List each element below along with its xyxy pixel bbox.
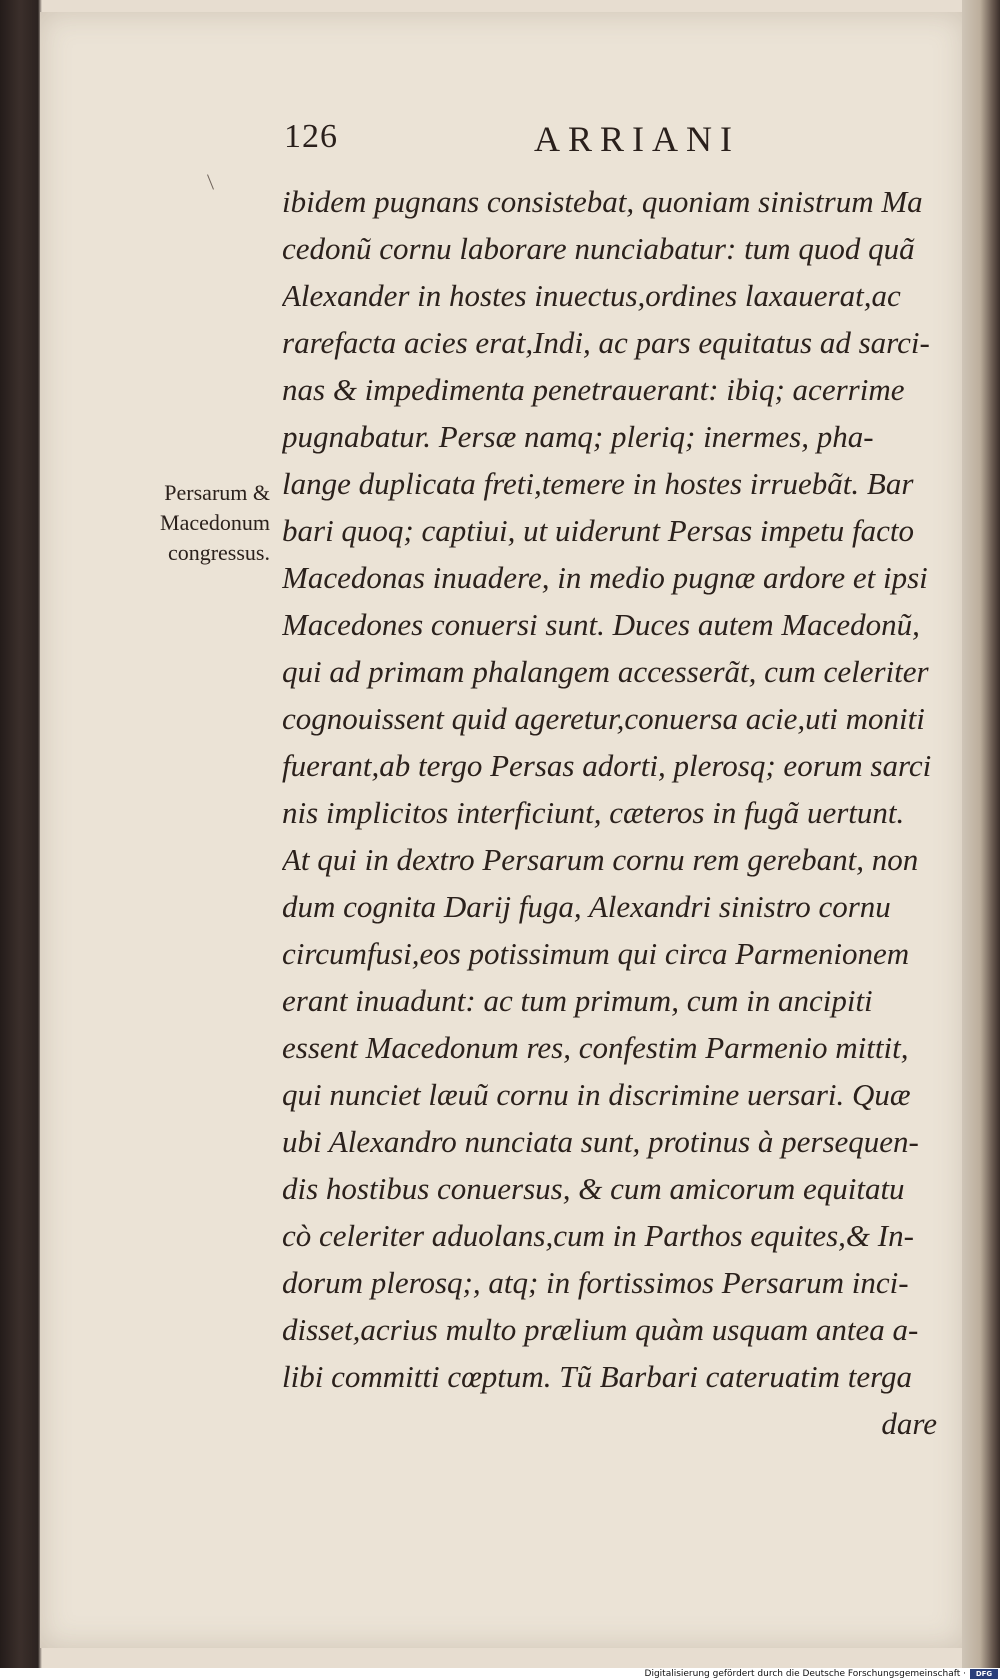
text-line: libi committi cœptum. Tũ Barbari cateruatim terga [282,1359,913,1394]
page-number: 126 [284,118,338,155]
margin-note-line: Macedonum [160,510,270,535]
text-line: pugnabatur. Persæ namq; pleriq; inermes, pha- [282,419,874,454]
text-line: dorum plerosq;, atq; in fortissimos Persarum inci- [282,1265,909,1300]
text-line: nis implicitos interficiunt, cæteros in fugã uertunt. [282,795,905,830]
text-line: cognouissent quid ageretur,conuersa acie,uti moniti [282,701,925,736]
text-line: disset,acrius multo prælium quàm usquam antea a- [282,1312,919,1347]
text-line: erant inuadunt: ac tum primum, cum in ancipiti [282,983,873,1018]
margin-note [100,478,270,568]
page-header [284,118,894,166]
text-line: cedonũ cornu laborare nunciabatur: tum quod quã [282,231,915,266]
text-line: Macedonas inuadere, in medio pugnæ ardore et ipsi [282,560,928,595]
text-line: essent Macedonum res, confestim Parmenio mittit, [282,1030,909,1065]
ink-mark [207,174,214,189]
text-line: cò celeriter aduolans,cum in Parthos equites,& In- [282,1218,914,1253]
text-line: rarefacta acies erat,Indi, ac pars equitatus ad sarci- [282,325,930,360]
margin-note-line: congressus. [167,540,270,565]
text-line: dum cognita Darij fuga, Alexandri sinistro cornu [282,889,891,924]
text-line: dis hostibus conuersus, & cum amicorum equitatu [282,1171,905,1206]
text-line: At qui in dextro Persarum cornu rem gerebant, non [282,842,919,877]
text-line: qui ad primam phalangem accesserãt, cum celeriter [282,654,929,689]
text-line: bari quoq; captiui, ut uiderunt Persas impetu facto [282,513,915,548]
text-line: qui nunciet læuũ cornu in discrimine uersari. Quæ [282,1077,911,1112]
running-head: ARRIANI [534,119,740,159]
text-line: fuerant,ab tergo Persas adorti, plerosq; eorum sarci [282,748,932,783]
text-line: ibidem pugnans consistebat, quoniam sinistrum Ma [282,184,923,219]
dfg-logo: DFG [970,1669,998,1679]
funding-credit: Digitalisierung gefördert durch die Deutsche Forschungsgemeinschaft · [644,1669,966,1679]
catchword: dare [881,1406,937,1441]
text-line: Alexander in hostes inuectus,ordines laxauerat,ac [282,278,901,313]
footer-bar [0,1668,1000,1680]
text-line: nas & impedimenta penetrauerant: ibiq; acerrime [282,372,905,407]
body-text [282,178,977,1447]
margin-note-line: Persarum & [164,480,270,505]
text-line: Macedones conuersi sunt. Duces autem Macedonũ, [282,607,920,642]
text-line: circumfusi,eos potissimum qui circa Parmenionem [282,936,910,971]
text-line: ubi Alexandro nunciata sunt, protinus à persequen- [282,1124,919,1159]
text-line: lange duplicata freti,temere in hostes irruebãt. Bar [282,466,914,501]
